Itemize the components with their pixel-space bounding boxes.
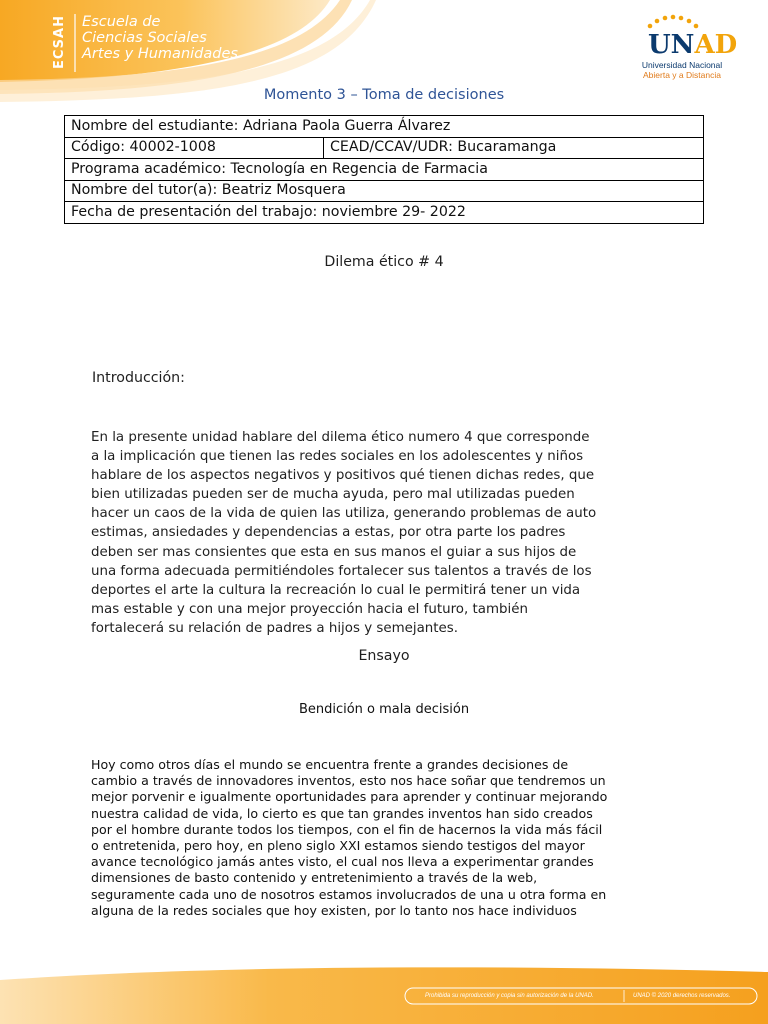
essay-line: nuestra calidad de vida, lo cierto es que tan grandes inventos han sido creados (91, 805, 593, 821)
intro-line: En la presente unidad hablare del dilema ético numero 4 que corresponde (91, 430, 590, 445)
intro-heading: Introducción: (92, 370, 185, 386)
essay-line: mejor porvenir e igualmente oportunidades para aprender y continuar mejorando (91, 789, 608, 805)
student-name-cell: Nombre del estudiante: Adriana Paola Guerra Álvarez (65, 116, 704, 138)
intro-line: una forma adecuada permitiéndoles fortalecer sus talentos a través de los (91, 563, 592, 579)
essay-line: alguna de la redes sociales que hoy existen, por lo tanto nos hace individuos (91, 902, 577, 918)
intro-line: deportes el arte la cultura la recreación lo cual le permitirá tener un vida (91, 582, 581, 598)
faculty-name (82, 14, 238, 62)
essay-line: avance tecnológico jamás antes visto, el cual nos lleva a experimentar grandes (91, 854, 594, 870)
program-cell: Programa académico: Tecnología en Regencia de Farmacia (65, 159, 704, 181)
intro-paragraph (91, 428, 681, 638)
faculty-abbreviation: ECSAH (52, 15, 67, 69)
intro-line: deben ser mas consientes que esta en sus manos el guiar a sus hijos de (91, 544, 577, 560)
university-tagline: Abierta y a Distancia (643, 70, 721, 80)
intro-line: a la implicación que tienen las redes sociales en los adolescentes y niños (91, 449, 584, 465)
date-cell: Fecha de presentación del trabajo: noviembre 29- 2022 (65, 202, 704, 224)
intro-line: hablare de los aspectos negativos y positivos qué tienen dichas redes, que (91, 468, 595, 484)
footer-banner (0, 960, 768, 1024)
table-row (65, 116, 704, 138)
unad-logo (612, 14, 752, 84)
faculty-line-1: Escuela de (82, 14, 161, 30)
intro-line: bien utilizadas pueden ser de mucha ayuda, pero mal utilizadas pueden (91, 487, 575, 503)
unad-wordmark: UNAD (648, 30, 738, 60)
table-row (65, 180, 704, 202)
essay-paragraph (91, 757, 691, 919)
intro-line: hacer un caos de la vida de quien las utiliza, generando problemas de auto (91, 506, 597, 522)
footer-copyright: UNAD © 2020 derechos reservados. (633, 993, 731, 999)
essay-line: dimensiones de basto contenido y entretenimiento a través de la web, (91, 870, 538, 886)
tutor-cell: Nombre del tutor(a): Beatriz Mosquera (65, 180, 704, 202)
intro-line: estimas, ansiedades y dependencias a estas, por otra parte los padres (91, 525, 566, 541)
faculty-line-3: Artes y Humanidades (82, 46, 238, 62)
table-row (65, 159, 704, 181)
essay-title: Bendición o mala decisión (298, 702, 470, 717)
essay-line: Hoy como otros días el mundo se encuentra frente a grandes decisiones de (91, 757, 569, 772)
cead-cell: CEAD/CCAV/UDR: Bucaramanga (324, 137, 704, 159)
intro-line: fortalecerá su relación de padres a hijos y semejantes. (91, 620, 459, 636)
footer-notice: Prohibida su reproducción y copia sin autorización de la UNAD. (425, 993, 594, 999)
intro-line: mas estable y con una mejor proyección hacia el futuro, también (91, 601, 528, 617)
table-row (65, 137, 704, 159)
university-name: Universidad Nacional (641, 60, 723, 70)
essay-line: seguramente cada uno de nosotros estamos involucrados de una u otra forma en (91, 886, 607, 902)
student-code-cell: Código: 40002-1008 (65, 137, 324, 159)
footer-background (0, 960, 768, 1024)
document-title: Momento 3 – Toma de decisiones (263, 87, 505, 103)
dilemma-heading: Dilema ético # 4 (324, 254, 444, 270)
student-info-table (64, 115, 704, 224)
essay-line: por el hombre durante todos los tiempos, con el fin de hacernos la vida más fácil (91, 821, 603, 837)
table-row (65, 202, 704, 224)
essay-line: o entretenida, pero hoy, en pleno siglo XXI estamos siendo testigos del mayor (91, 838, 585, 854)
essay-heading: Ensayo (358, 648, 410, 664)
faculty-line-2: Ciencias Sociales (82, 30, 207, 46)
essay-line: cambio a través de innovadores inventos, esto nos hace soñar que tendremos un (91, 773, 606, 789)
